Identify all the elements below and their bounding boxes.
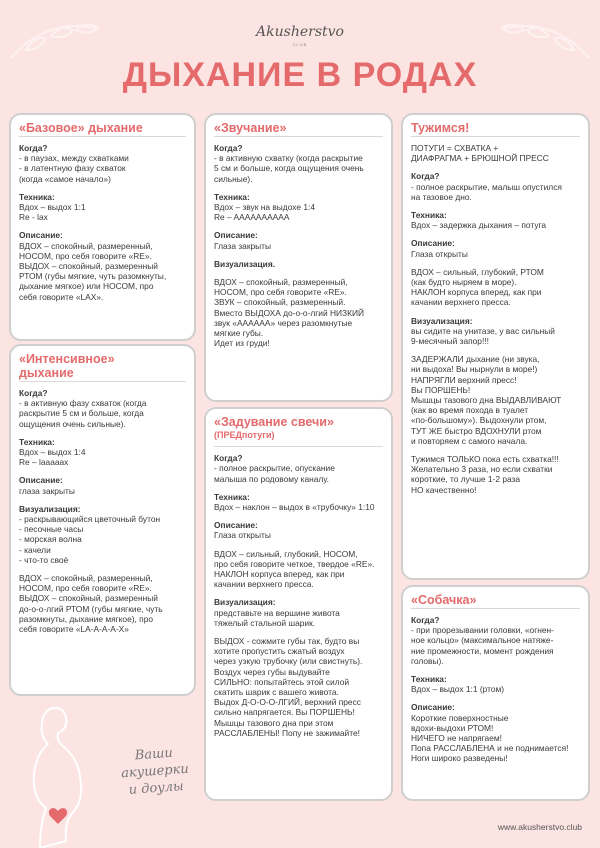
detail-text-2: Тужимся ТОЛЬКО пока есть схватка!!! Желательно 3 раза, но если схватки короткие, то лучше 1-2 раза НО качественно! (411, 454, 559, 495)
page-title: ДЫХАНИЕ В РОДАХ (122, 56, 478, 94)
description-text: глаза закрыты (19, 485, 75, 496)
technique-text: Вдох – выдох 1:1 Re - lax (19, 202, 86, 223)
description-text: Глаза открыты (214, 530, 271, 541)
visualization-text: представьте на вершине живота тяжелый стальной шарик. (214, 607, 340, 628)
when-text: - полное раскрытие, малыш опустился на тазовое дно. (411, 181, 562, 202)
website-url[interactable]: www.akusherstvo.club (497, 822, 582, 832)
description-label: Описание: (214, 520, 258, 531)
technique-label: Техника: (19, 191, 55, 202)
detail-text: ВДОХ – спокойный, размеренный, НОСОМ, про себя говорите «RE». ВЫДОХ – спокойный, размеренный до-о-о-лгий РТОМ (губы мягкие, чуть разомкнуты, дыхание мягкое), про себя говорите «LA-A-A-A-X» (19, 573, 163, 635)
when-label: Когда? (214, 453, 243, 464)
card-title: «Задувание свечи» (214, 415, 334, 429)
visualization-label: Визуализация: (214, 597, 276, 608)
description-label: Описание: (19, 230, 63, 241)
visualization-text: вы сидите на унитазе, у вас сильный 9-месячный запор!!! (411, 325, 555, 347)
card-title: «Интенсивное» дыхание (19, 352, 115, 380)
technique-label: Техника: (411, 674, 447, 685)
visualization-text: ВДОХ – спокойный, размеренный, НОСОМ, про себя говорите «RE». ЗВУК – спокойный, размеренный. Вместо ВЫДОХА до-о-о-лгий НИЗКИЙ звук «АААААА» через разомкнутые мягкие губы. Идет из груди! (214, 277, 365, 349)
technique-label: Техника: (19, 436, 55, 447)
card-candle-breathing (204, 407, 393, 801)
description-text: Глаза закрыты (214, 240, 272, 251)
card-pushing (401, 113, 590, 580)
description-detail: ВДОХ – сильный, глубокий, НОСОМ, про себя говорите четкое, твердое «RE». НАКЛОН корпуса вперед, как при качании верхнего пресса. (214, 548, 375, 590)
description-text: Короткие поверхностные вдохи-выдохи РТОМ! НИЧЕГО не напрягаем! Попа РАССЛАБЛЕНА и не поднимается! Ноги широко разведены! (411, 712, 569, 764)
brand-logo: Akusherstvo (256, 24, 344, 40)
when-label: Когда? (19, 143, 48, 153)
card-subtitle: (ПРЕДпотуги) (214, 430, 275, 440)
technique-label: Техника: (214, 191, 250, 202)
visualization-text: - раскрывающийся цветочный бутон - песочные часы - морская волна - качели - что-то своё (19, 514, 161, 565)
description-text: Глаза открыты (411, 248, 468, 259)
description-detail: ВДОХ – сильный, глубокий, РТОМ (как будто ныряем в море). НАКЛОН корпуса вперед, как при качании верхнего пресса. (411, 266, 544, 308)
when-text: - в активную фазу схваток (когда раскрытие 5 см и больше, когда ощущения очень сильные). (19, 398, 147, 429)
description-label: Описание: (214, 230, 258, 241)
technique-text: Вдох – выдох 1:1 (ртом) (411, 684, 505, 695)
card-basic-breathing (9, 113, 196, 341)
technique-label: Техника: (411, 210, 447, 221)
technique-text: Вдох – задержка дыхания – потуга (411, 220, 547, 231)
detail-text: ЗАДЕРЖАЛИ дыхание (ни звука, ни выдоха! Вы нырнули в море!) НАПРЯГЛИ верхний пресс! Вы ПОРШЕНЬ! Мышцы тазового дна ВЫДАВЛИВАЮТ (как во время похода в туалет «по-большому»). Выдохнули ртом, ТУТ ЖЕ быстро ВДОХНУЛИ ртом и повторяем с самого начала. (411, 354, 562, 446)
when-text: - полное раскрытие, опускание малыша по родовому каналу. (214, 463, 335, 484)
technique-label: Техника: (214, 491, 250, 502)
brand-logo-sub: CLUB (292, 42, 308, 47)
card-dog-breathing (401, 585, 590, 801)
visualization-label: Визуализация: (411, 315, 473, 326)
when-label: Когда? (411, 171, 440, 182)
signature-text: Ваши акушерки и доулы (120, 745, 190, 798)
technique-text: Вдох – выдох 1:4 Re – laaaaax (19, 447, 86, 468)
card-title: Тужимся! (411, 121, 470, 135)
card-title: «Собачка» (411, 593, 477, 607)
card-title: «Звучание» (214, 121, 287, 135)
when-text: - в паузах, между схватками - в латентную фазу схваток (когда «самое начало») (19, 153, 129, 184)
when-text: - в активную схватку (когда раскрытие 5 см и больше, когда ощущения очень сильные). (214, 153, 364, 184)
intro-text: ПОТУГИ = СХВАТКА + ДИАФРАГМА + БРЮШНОЙ ПРЕСС (411, 143, 549, 164)
description-label: Описание: (411, 238, 455, 249)
description-text: ВДОХ – спокойный, размеренный, НОСОМ, про себя говорите «RE». ВЫДОХ – спокойный, размеренный РТОМ (губы мягкие, чуть разомкнуты, дыхание мягкое) или НОСОМ, про себя говорите «LAX». (19, 240, 167, 302)
description-label: Описание: (411, 702, 455, 713)
card-title: «Базовое» дыхание (19, 121, 143, 135)
visualization-label: Визуализация: (19, 503, 81, 514)
visualization-label: Визуализация. (214, 258, 276, 269)
when-label: Когда? (411, 615, 440, 625)
when-label: Когда? (19, 388, 48, 398)
technique-text: Вдох – звук на выдохе 1:4 Re – AAAAAAAAAA (214, 202, 315, 223)
technique-text: Вдох – наклон – выдох в «трубочку» 1:10 (214, 502, 375, 513)
card-sound-breathing (204, 113, 393, 402)
card-intensive-breathing (9, 344, 196, 696)
pregnant-woman-icon (20, 705, 100, 848)
when-label: Когда? (214, 143, 243, 153)
description-label: Описание: (19, 475, 63, 486)
when-text: - при прорезывании головки, «огнен- ное кольцо» (максимальное натяже- ние промежности, момент рождения головы). (411, 625, 554, 666)
detail-text: ВЫДОХ - сожмите губы так, будто вы хотите пропустить сжатый воздух через узкую трубочку (или свистнуть). Воздух через губы выдувайте СИЛЬНО: попытайтесь этой силой скатить шарик с вашего живота. Выдох Д-О-О-О-ЛГИЙ, верхний пресс сильно напрягается. Вы ПОРШЕНЬ! Мышцы тазового дна при этом РАССЛАБЛЕНЫ! Попу не зажимайте! (214, 636, 363, 738)
